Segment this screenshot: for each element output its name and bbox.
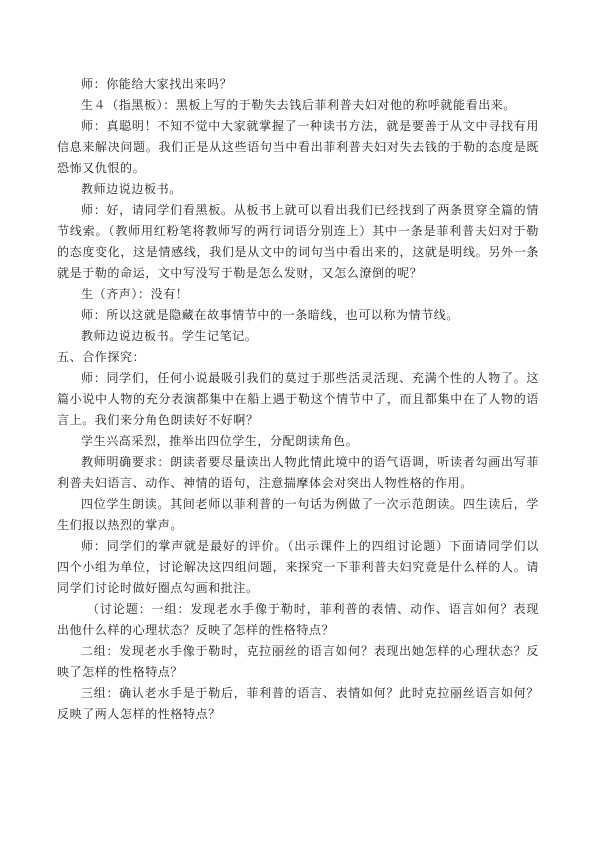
paragraph-discussion-group-1: （讨论题：一组：发现老水手像于勒时，菲利普的表情、动作、语言如何？表现出他什么样的心理状态？反映了怎样的性格特点？ — [57, 602, 539, 637]
paragraph-teacher-discussion-intro: 师：同学们的掌声就是最好的评价。（出示课件上的四组讨论题）下面请同学们以四个小组为单位，讨论解决这四组问题，来探究一下菲利普夫妇究竟是什么样的人。请同学们讨论时做好圈点勾画和批注。 — [57, 539, 539, 595]
document-body — [57, 74, 539, 725]
paragraph-students-chorus: 生（齐声）：没有！ — [81, 287, 189, 301]
section-heading-cooperative-inquiry: 五、合作探究： — [57, 350, 146, 364]
paragraph-students-select-readers: 学生兴高采烈，推举出四位学生，分配朗读角色。 — [81, 434, 359, 448]
paragraph-board-note-1: 教师边说边板书。 — [81, 182, 182, 196]
paragraph-four-students-read: 四位学生朗读。其间老师以菲利普的一句话为例做了一次示范朗读。四生读后，学生们报以热烈的掌声。 — [57, 497, 539, 532]
paragraph-teacher-plotlines: 师：好，请同学们看黑板。从板书上就可以看出我们已经找到了两条贯穿全篇的情节线索。（教师用红粉笔将教师写的两行词语分别连上）其中一条是菲利普夫妇对于勒的态度变化，这是情感线，我们是从文中的词句当中看出来的，这就是明线。另外一条就是于勒的命运，文中写没写于勒是怎么发财，又怎么潦倒的呢？ — [57, 203, 539, 280]
paragraph-teacher-role-reading: 师：同学们，任何小说最吸引我们的莫过于那些活灵活现、充满个性的人物了。这篇小说中人物的充分表演都集中在船上遇于勒这个情节中了，而且都集中在了人物的语言上。我们来分角色朗读好不好啊？ — [57, 371, 539, 427]
paragraph-student4-answer: 生４（指黑板）：黑板上写的于勒失去钱后菲利普夫妇对他的称呼就能看出来。 — [81, 98, 517, 112]
paragraph-teacher-hidden-line: 师：所以这就是隐藏在故事情节中的一条暗线，也可以称为情节线。 — [81, 308, 460, 322]
paragraph-teacher-ask: 师：你能给大家找出来吗？ — [81, 77, 233, 91]
paragraph-discussion-group-3: 三组：确认老水手是于勒后，菲利普的语言、表情如何？此时克拉丽丝语言如何？反映了两人怎样的性格特点？ — [57, 686, 539, 721]
paragraph-board-note-2: 教师边说边板书。学生记笔记。 — [81, 329, 258, 343]
paragraph-teacher-praise: 师：真聪明！不知不觉中大家就掌握了一种读书方法，就是要善于从文中寻找有用信息来解决问题。我们正是从这些语句当中看出菲利普夫妇对失去钱的于勒的态度是既恐怖又仇恨的。 — [57, 119, 539, 175]
paragraph-teacher-requirements: 教师明确要求：朗读者要尽量读出人物此情此境中的语气语调，听读者勾画出写菲利普夫妇语言、动作、神情的语句，注意揣摩体会对突出人物性格的作用。 — [57, 455, 539, 490]
paragraph-discussion-group-2: 二组：发现老水手像于勒时，克拉丽丝的语言如何？表现出她怎样的心理状态？反映了怎样的性格特点？ — [57, 644, 539, 679]
